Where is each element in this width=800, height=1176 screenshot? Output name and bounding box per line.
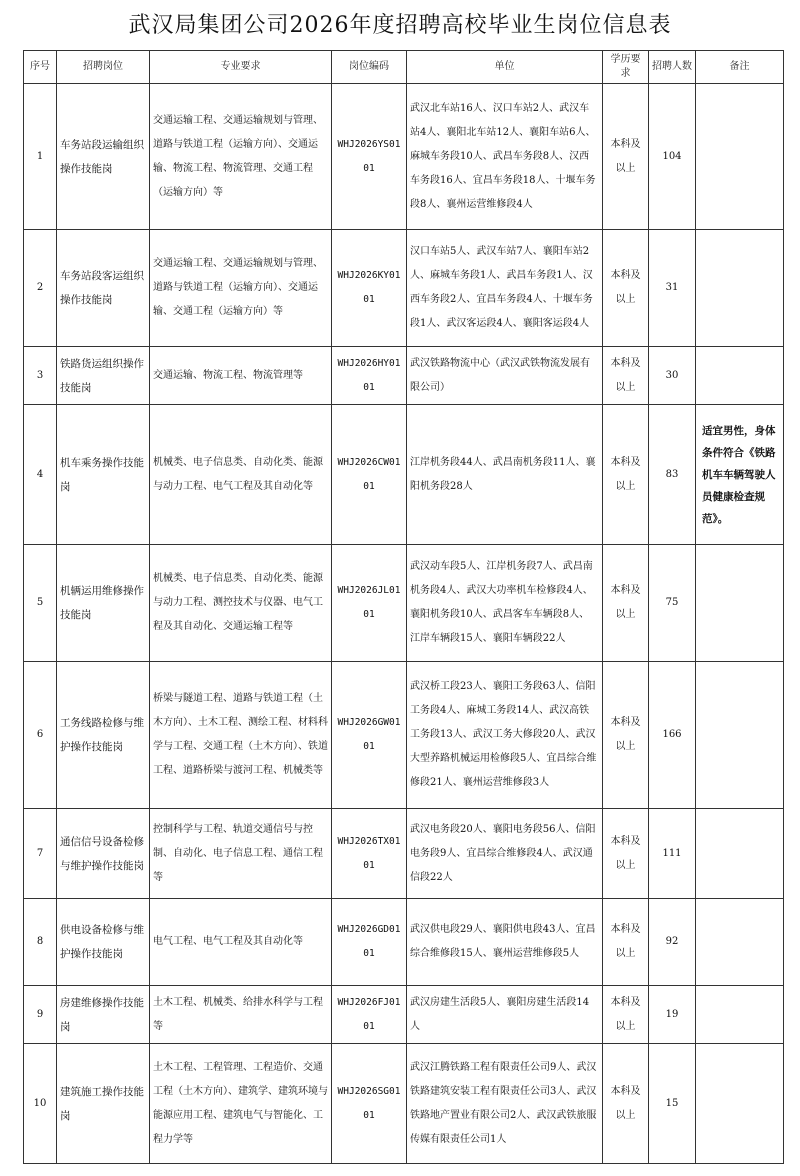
cell-major: 土木工程、工程管理、工程造价、交通工程（土木方向）、建筑学、建筑环境与能源应用工程、建筑电气与智能化、工程力学等 bbox=[150, 1044, 332, 1164]
cell-count: 111 bbox=[649, 809, 696, 899]
cell-education: 本科及以上 bbox=[603, 1044, 649, 1164]
page-title: 武汉局集团公司2026年度招聘高校毕业生岗位信息表 bbox=[128, 13, 672, 38]
cell-unit: 武汉桥工段23人、襄阳工务段63人、信阳工务段4人、麻城工务段14人、武汉高铁工务段13人、武汉工务大修段20人、武汉大型养路机械运用检修段5人、宜昌综合维修段21人、襄州运营维修段3人 bbox=[407, 662, 603, 809]
cell-education: 本科及以上 bbox=[603, 545, 649, 662]
cell-major: 交通运输工程、交通运输规划与管理、道路与铁道工程（运输方向）、交通运输、交通工程（运输方向）等 bbox=[150, 230, 332, 347]
cell-position: 车务站段客运组织操作技能岗 bbox=[57, 230, 150, 347]
cell-no: 4 bbox=[24, 405, 57, 545]
cell-note bbox=[696, 809, 784, 899]
cell-code: WHJ2026HY0101 bbox=[332, 347, 407, 405]
positions-table bbox=[23, 50, 784, 1164]
cell-count: 31 bbox=[649, 230, 696, 347]
cell-count: 92 bbox=[649, 899, 696, 986]
cell-count: 83 bbox=[649, 405, 696, 545]
cell-code: WHJ2026GW0101 bbox=[332, 662, 407, 809]
cell-education: 本科及以上 bbox=[603, 347, 649, 405]
cell-education: 本科及以上 bbox=[603, 986, 649, 1044]
cell-unit: 武汉电务段20人、襄阳电务段56人、信阳电务段9人、宜昌综合维修段4人、武汉通信段22人 bbox=[407, 809, 603, 899]
cell-unit: 江岸机务段44人、武昌南机务段11人、襄阳机务段28人 bbox=[407, 405, 603, 545]
cell-code: WHJ2026YS0101 bbox=[332, 84, 407, 230]
cell-no: 3 bbox=[24, 347, 57, 405]
cell-education: 本科及以上 bbox=[603, 230, 649, 347]
cell-position: 房建维修操作技能岗 bbox=[57, 986, 150, 1044]
cell-position: 建筑施工操作技能岗 bbox=[57, 1044, 150, 1164]
cell-major: 交通运输、物流工程、物流管理等 bbox=[150, 347, 332, 405]
cell-no: 9 bbox=[24, 986, 57, 1044]
header-note: 备注 bbox=[696, 51, 784, 84]
table-row bbox=[24, 545, 784, 662]
cell-position: 供电设备检修与维护操作技能岗 bbox=[57, 899, 150, 986]
cell-note: 适宜男性，身体条件符合《铁路机车车辆驾驶人员健康检查规范》。 bbox=[696, 405, 784, 545]
cell-code: WHJ2026SG0101 bbox=[332, 1044, 407, 1164]
cell-note bbox=[696, 347, 784, 405]
cell-unit: 武汉铁路物流中心（武汉武铁物流发展有限公司） bbox=[407, 347, 603, 405]
cell-count: 104 bbox=[649, 84, 696, 230]
cell-code: WHJ2026FJ0101 bbox=[332, 986, 407, 1044]
cell-code: WHJ2026TX0101 bbox=[332, 809, 407, 899]
cell-count: 30 bbox=[649, 347, 696, 405]
header-position: 招聘岗位 bbox=[57, 51, 150, 84]
cell-code: WHJ2026CW0101 bbox=[332, 405, 407, 545]
table-row bbox=[24, 809, 784, 899]
cell-major: 控制科学与工程、轨道交通信号与控制、自动化、电子信息工程、通信工程等 bbox=[150, 809, 332, 899]
cell-unit: 武汉动车段5人、江岸机务段7人、武昌南机务段4人、武汉大功率机车检修段4人、襄阳机务段10人、武昌客车车辆段8人、江岸车辆段15人、襄阳车辆段22人 bbox=[407, 545, 603, 662]
cell-unit: 武汉北车站16人、汉口车站2人、武汉车站4人、襄阳北车站12人、襄阳车站6人、麻城车务段10人、武昌车务段8人、汉西车务段16人、宜昌车务段18人、十堰车务段8人、襄州运营维修段4人 bbox=[407, 84, 603, 230]
cell-unit: 汉口车站5人、武汉车站7人、襄阳车站2人、麻城车务段1人、武昌车务段1人、汉西车务段2人、宜昌车务段4人、十堰车务段1人、武汉客运段4人、襄阳客运段4人 bbox=[407, 230, 603, 347]
cell-no: 2 bbox=[24, 230, 57, 347]
cell-major: 桥梁与隧道工程、道路与铁道工程（土木方向）、土木工程、测绘工程、材料科学与工程、交通工程（土木方向）、铁道工程、道路桥梁与渡河工程、机械类等 bbox=[150, 662, 332, 809]
cell-unit: 武汉房建生活段5人、襄阳房建生活段14人 bbox=[407, 986, 603, 1044]
cell-position: 车务站段运输组织操作技能岗 bbox=[57, 84, 150, 230]
cell-code: WHJ2026GD0101 bbox=[332, 899, 407, 986]
cell-no: 5 bbox=[24, 545, 57, 662]
table-row bbox=[24, 899, 784, 986]
cell-major: 机械类、电子信息类、自动化类、能源与动力工程、测控技术与仪器、电气工程及其自动化、交通运输工程等 bbox=[150, 545, 332, 662]
cell-note bbox=[696, 545, 784, 662]
cell-unit: 武汉供电段29人、襄阳供电段43人、宜昌综合维修段15人、襄州运营维修段5人 bbox=[407, 899, 603, 986]
cell-major: 交通运输工程、交通运输规划与管理、道路与铁道工程（运输方向）、交通运输、物流工程、物流管理、交通工程（运输方向）等 bbox=[150, 84, 332, 230]
cell-code: WHJ2026JL0101 bbox=[332, 545, 407, 662]
cell-education: 本科及以上 bbox=[603, 899, 649, 986]
header-unit: 单位 bbox=[407, 51, 603, 84]
cell-note bbox=[696, 1044, 784, 1164]
table-row bbox=[24, 84, 784, 230]
cell-position: 通信信号设备检修与维护操作技能岗 bbox=[57, 809, 150, 899]
cell-major: 土木工程、机械类、给排水科学与工程等 bbox=[150, 986, 332, 1044]
cell-major: 电气工程、电气工程及其自动化等 bbox=[150, 899, 332, 986]
cell-education: 本科及以上 bbox=[603, 809, 649, 899]
cell-note bbox=[696, 84, 784, 230]
cell-note bbox=[696, 662, 784, 809]
cell-position: 铁路货运组织操作技能岗 bbox=[57, 347, 150, 405]
cell-position: 机辆运用维修操作技能岗 bbox=[57, 545, 150, 662]
cell-no: 1 bbox=[24, 84, 57, 230]
header-education: 学历要求 bbox=[603, 51, 649, 84]
table-row bbox=[24, 986, 784, 1044]
table-row bbox=[24, 405, 784, 545]
cell-major: 机械类、电子信息类、自动化类、能源与动力工程、电气工程及其自动化等 bbox=[150, 405, 332, 545]
cell-education: 本科及以上 bbox=[603, 405, 649, 545]
header-major: 专业要求 bbox=[150, 51, 332, 84]
table-row bbox=[24, 347, 784, 405]
table-row bbox=[24, 662, 784, 809]
cell-code: WHJ2026KY0101 bbox=[332, 230, 407, 347]
cell-count: 75 bbox=[649, 545, 696, 662]
table-row bbox=[24, 230, 784, 347]
cell-unit: 武汉江腾铁路工程有限责任公司9人、武汉铁路建筑安装工程有限责任公司3人、武汉铁路地产置业有限公司2人、武汉武铁旅服传媒有限责任公司1人 bbox=[407, 1044, 603, 1164]
cell-count: 19 bbox=[649, 986, 696, 1044]
cell-position: 机车乘务操作技能岗 bbox=[57, 405, 150, 545]
cell-note bbox=[696, 230, 784, 347]
cell-no: 10 bbox=[24, 1044, 57, 1164]
table-header-row bbox=[24, 51, 784, 84]
cell-no: 7 bbox=[24, 809, 57, 899]
cell-no: 6 bbox=[24, 662, 57, 809]
cell-count: 15 bbox=[649, 1044, 696, 1164]
table-row bbox=[24, 1044, 784, 1164]
cell-note bbox=[696, 899, 784, 986]
cell-education: 本科及以上 bbox=[603, 84, 649, 230]
header-code: 岗位编码 bbox=[332, 51, 407, 84]
cell-note bbox=[696, 986, 784, 1044]
cell-no: 8 bbox=[24, 899, 57, 986]
cell-position: 工务线路检修与维护操作技能岗 bbox=[57, 662, 150, 809]
header-count: 招聘人数 bbox=[649, 51, 696, 84]
cell-education: 本科及以上 bbox=[603, 662, 649, 809]
header-no: 序号 bbox=[24, 51, 57, 84]
cell-count: 166 bbox=[649, 662, 696, 809]
